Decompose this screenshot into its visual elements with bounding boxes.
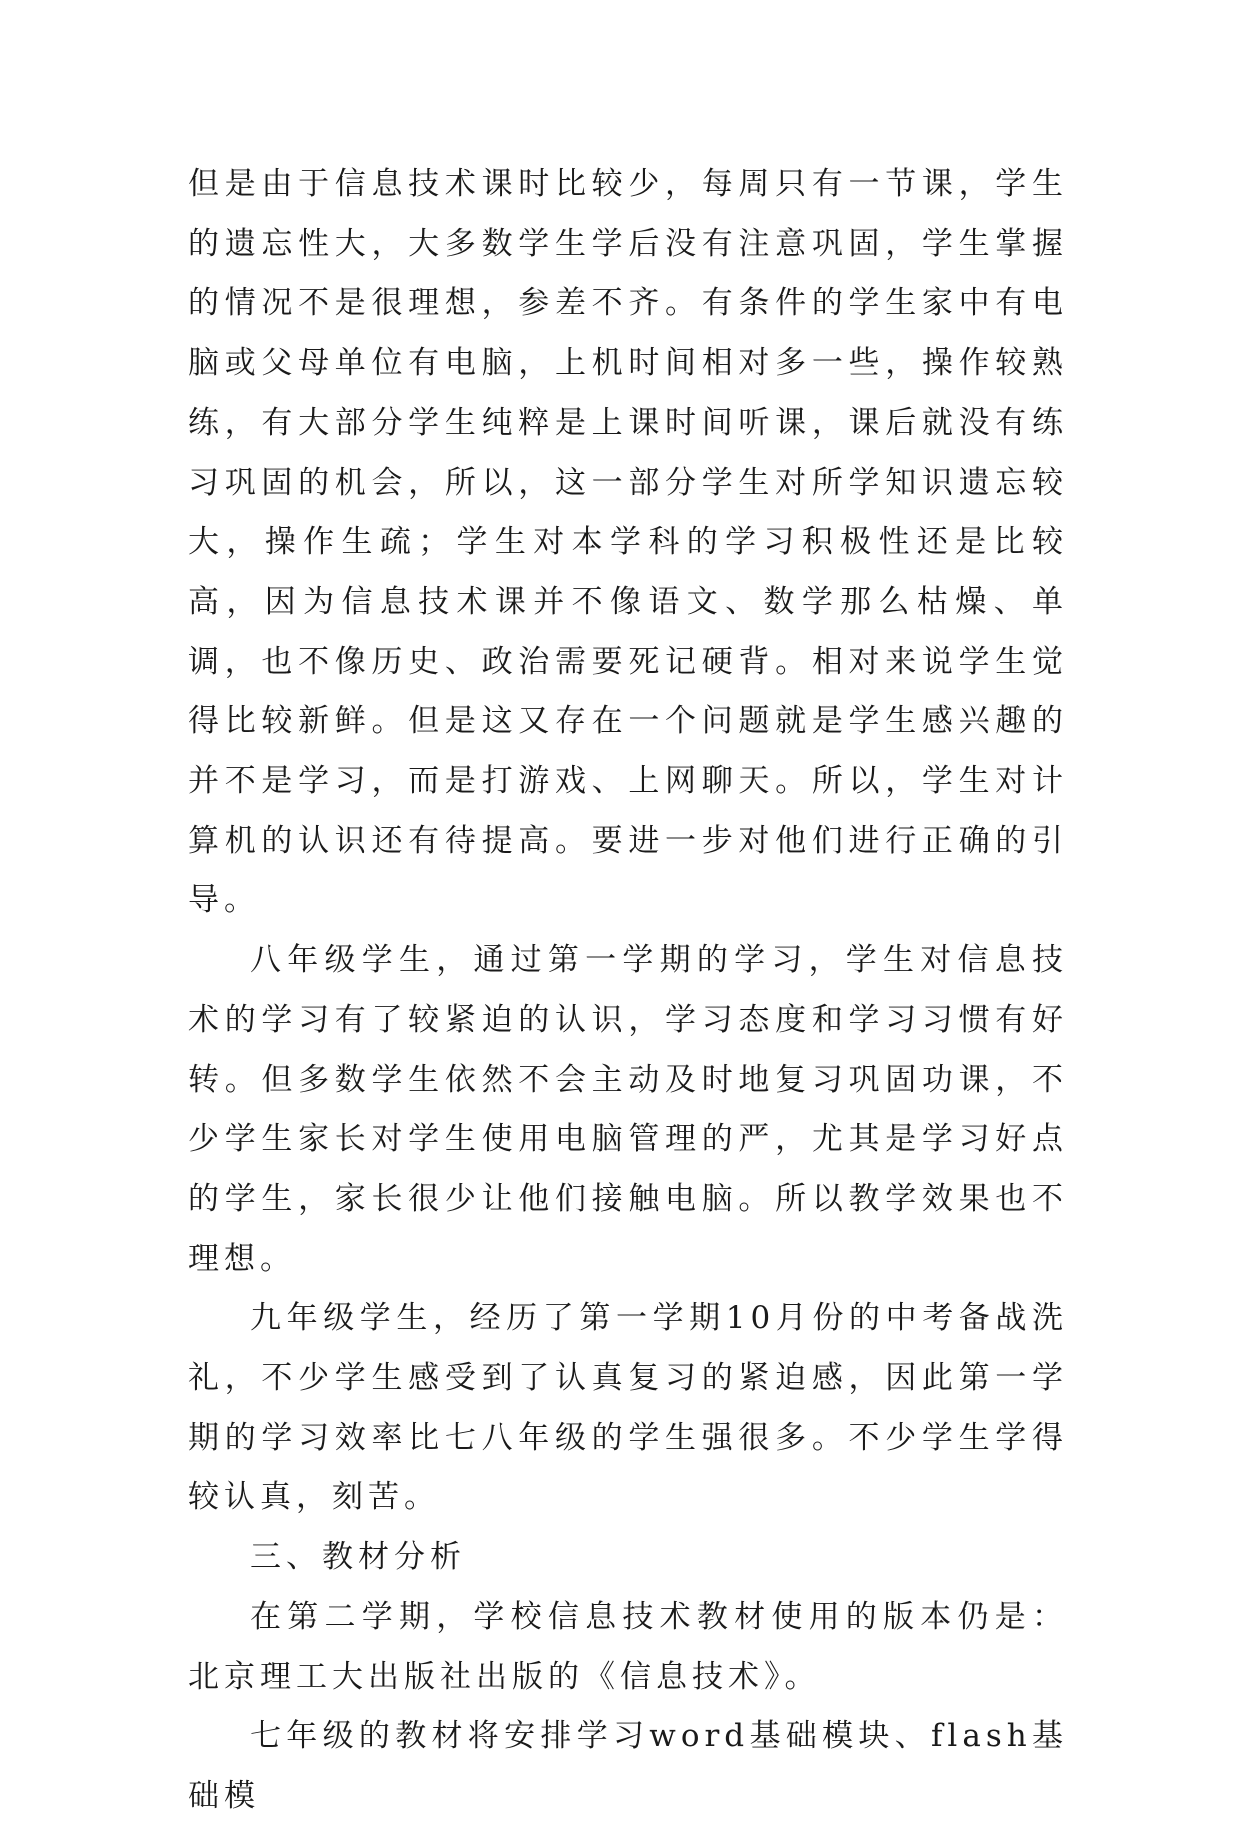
paragraph-grade-seven-textbook: 七年级的教材将安排学习word基础模块、flash基础模 — [188, 1718, 1068, 1814]
paragraph-grade-nine: 九年级学生，经历了第一学期10月份的中考备战洗礼，不少学生感受到了认真复习的紧迫感，因此第一学期的学习效率比七八年级的学生强很多。不少学生学得较认真，刻苦。 — [188, 1300, 1068, 1516]
paragraph-student-analysis-continued: 但是由于信息技术课时比较少，每周只有一节课，学生的遗忘性大，大多数学生学后没有注意巩固，学生掌握的情况不是很理想，参差不齐。有条件的学生家中有电脑或父母单位有电脑，上机时间相对多一些，操作较熟练，有大部分学生纯粹是上课时间听课，课后就没有练习巩固的机会，所以，这一部分学生对所学知识遗忘较大，操作生疏；学生对本学科的学习积极性还是比较高，因为信息技术课并不像语文、数学那么枯燥、单调，也不像历史、政治需要死记硬背。相对来说学生觉得比较新鲜。但是这又存在一个问题就是学生感兴趣的并不是学习，而是打游戏、上网聊天。所以，学生对计算机的认识还有待提高。要进一步对他们进行正确的引导。 — [188, 166, 1068, 919]
paragraph-textbook-version: 在第二学期，学校信息技术教材使用的版本仍是：北京理工大出版社出版的《信息技术》。 — [188, 1598, 1068, 1695]
document-body — [188, 155, 1068, 1827]
paragraph-grade-eight: 八年级学生，通过第一学期的学习，学生对信息技术的学习有了较紧迫的认识，学习态度和学习习惯有好转。但多数学生依然不会主动及时地复习巩固功课，不少学生家长对学生使用电脑管理的严，尤其是学习好点的学生，家长很少让他们接触电脑。所以教学效果也不理想。 — [188, 942, 1068, 1277]
section-heading-textbook-analysis: 三、教材分析 — [250, 1539, 466, 1576]
